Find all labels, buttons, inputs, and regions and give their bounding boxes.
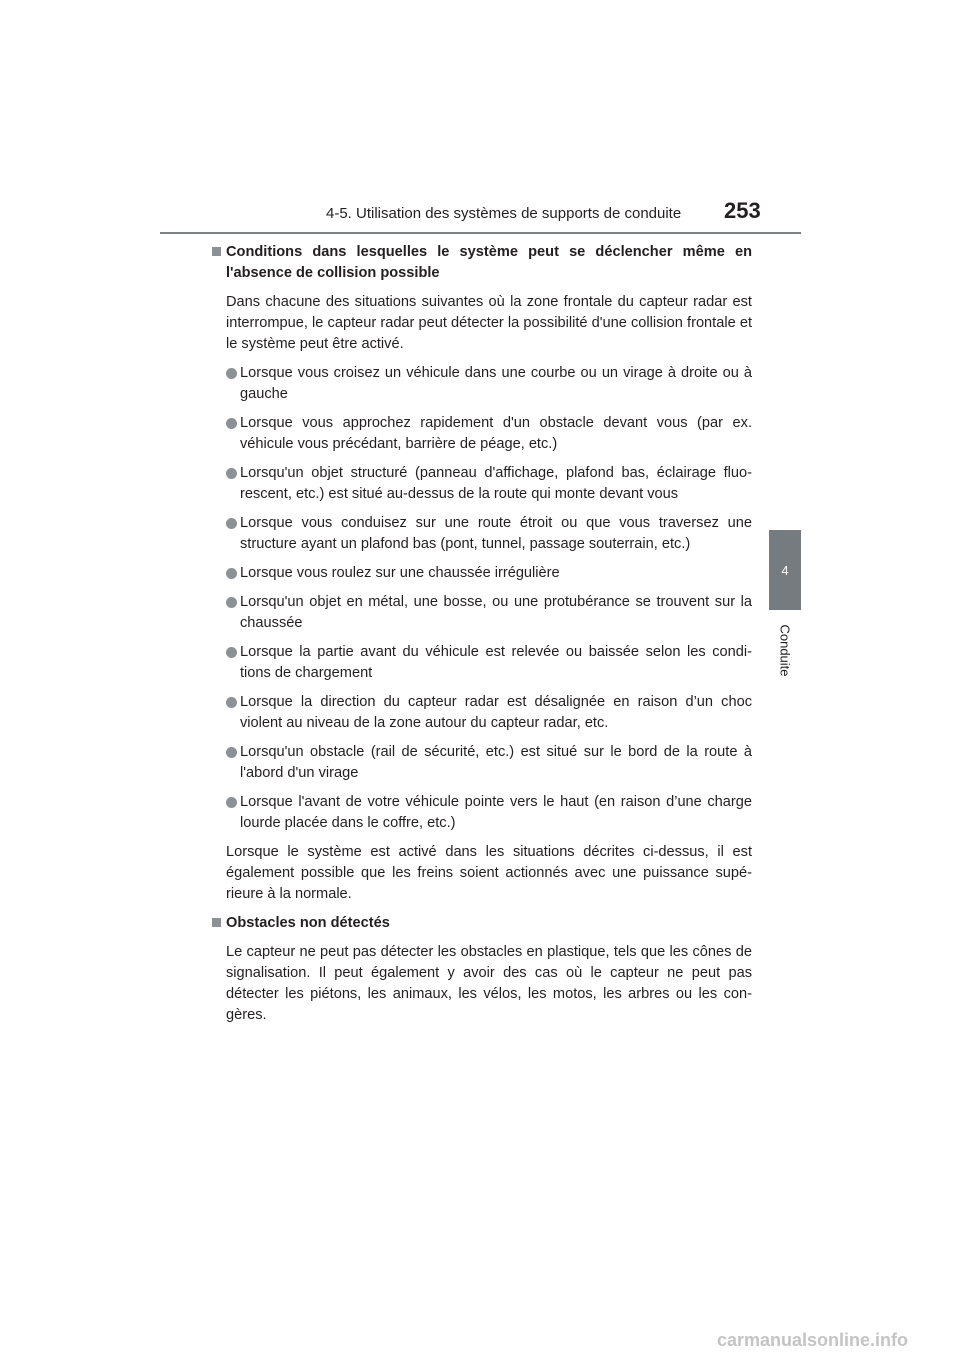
section-heading-text: Conditions dans lesquelles le système peut se déclencher même en l'absence de collision possible	[226, 244, 752, 281]
circle-bullet-icon	[226, 568, 237, 579]
list-item-text: Lorsque vous approchez rapidement d'un obstacle devant vous (par ex. véhicule vous précédant, barrière de péage, etc.)	[240, 415, 752, 452]
list-item	[212, 642, 752, 684]
chapter-tab	[769, 530, 801, 610]
circle-bullet-icon	[226, 697, 237, 708]
list-item-text: Lorsque vous roulez sur une chaussée irrégulière	[240, 565, 560, 581]
section-heading-text: Obstacles non détectés	[226, 915, 390, 931]
circle-bullet-icon	[226, 647, 237, 658]
page-content	[212, 242, 752, 1034]
list-item-text: Lorsque vous croisez un véhicule dans une courbe ou un virage à droite ou à gauche	[240, 365, 752, 402]
circle-bullet-icon	[226, 518, 237, 529]
chapter-label: Conduite	[777, 623, 793, 677]
list-item-text: Lorsque l'avant de votre véhicule pointe vers le haut (en raison d’une charge lourde placée dans le coffre, etc.)	[240, 794, 752, 831]
list-item	[212, 692, 752, 734]
chapter-label-container	[762, 620, 808, 680]
section-heading	[212, 913, 752, 934]
list-item	[212, 563, 752, 584]
list-item-text: Lorsqu'un objet en métal, une bosse, ou une protubérance se trouvent sur la chaussée	[240, 594, 752, 631]
square-bullet-icon	[212, 918, 221, 927]
section-intro: Le capteur ne peut pas détecter les obstacles en plastique, tels que les cônes de signalisation. Il peut également y avoir des cas où le capteur ne peut pas détecter les piétons, les animaux, les vélos, les motos, les arbres ou les con-gères.	[226, 944, 752, 1023]
list-item	[212, 742, 752, 784]
circle-bullet-icon	[226, 747, 237, 758]
square-bullet-icon	[212, 247, 221, 256]
list-item	[212, 363, 752, 405]
list-item	[212, 463, 752, 505]
list-item-text: Lorsqu'un obstacle (rail de sécurité, etc.) est situé sur le bord de la route à l'abord d'un virage	[240, 744, 752, 781]
section-outro: Lorsque le système est activé dans les situations décrites ci-dessus, il est également possible que les freins soient actionnés avec une puissance supé-rieure à la normale.	[226, 844, 752, 902]
list-item-text: Lorsque vous conduisez sur une route étroit ou que vous traversez une structure ayant un plafond bas (pont, tunnel, passage souterrain, etc.)	[240, 515, 752, 552]
list-item	[212, 592, 752, 634]
header-rule	[160, 232, 801, 234]
section-heading	[212, 242, 752, 284]
section-intro: Dans chacune des situations suivantes où la zone frontale du capteur radar est interrompue, le capteur radar peut détecter la possibilité d'une collision frontale et le système peut être activé.	[226, 294, 752, 352]
circle-bullet-icon	[226, 368, 237, 379]
section-title: 4-5. Utilisation des systèmes de supports de conduite	[326, 205, 682, 222]
list-item	[212, 413, 752, 455]
list-item-text: Lorsque la direction du capteur radar est désalignée en raison d’un choc violent au niveau de la zone autour du capteur radar, etc.	[240, 694, 752, 731]
list-item	[212, 792, 752, 834]
circle-bullet-icon	[226, 418, 237, 429]
list-item-text: Lorsque la partie avant du véhicule est relevée ou baissée selon les condi-tions de chargement	[240, 644, 752, 681]
condition-list	[212, 363, 752, 834]
page-number: 253	[724, 198, 761, 223]
list-item	[212, 513, 752, 555]
watermark: carmanualsonline.info	[717, 1330, 909, 1350]
list-item-text: Lorsqu'un objet structuré (panneau d'affichage, plafond bas, éclairage fluo-rescent, etc.) est situé au-dessus de la route qui monte devant vous	[240, 465, 752, 502]
circle-bullet-icon	[226, 468, 237, 479]
chapter-number: 4	[781, 562, 789, 578]
circle-bullet-icon	[226, 797, 237, 808]
side-tab-spacer	[769, 234, 801, 529]
circle-bullet-icon	[226, 597, 237, 608]
